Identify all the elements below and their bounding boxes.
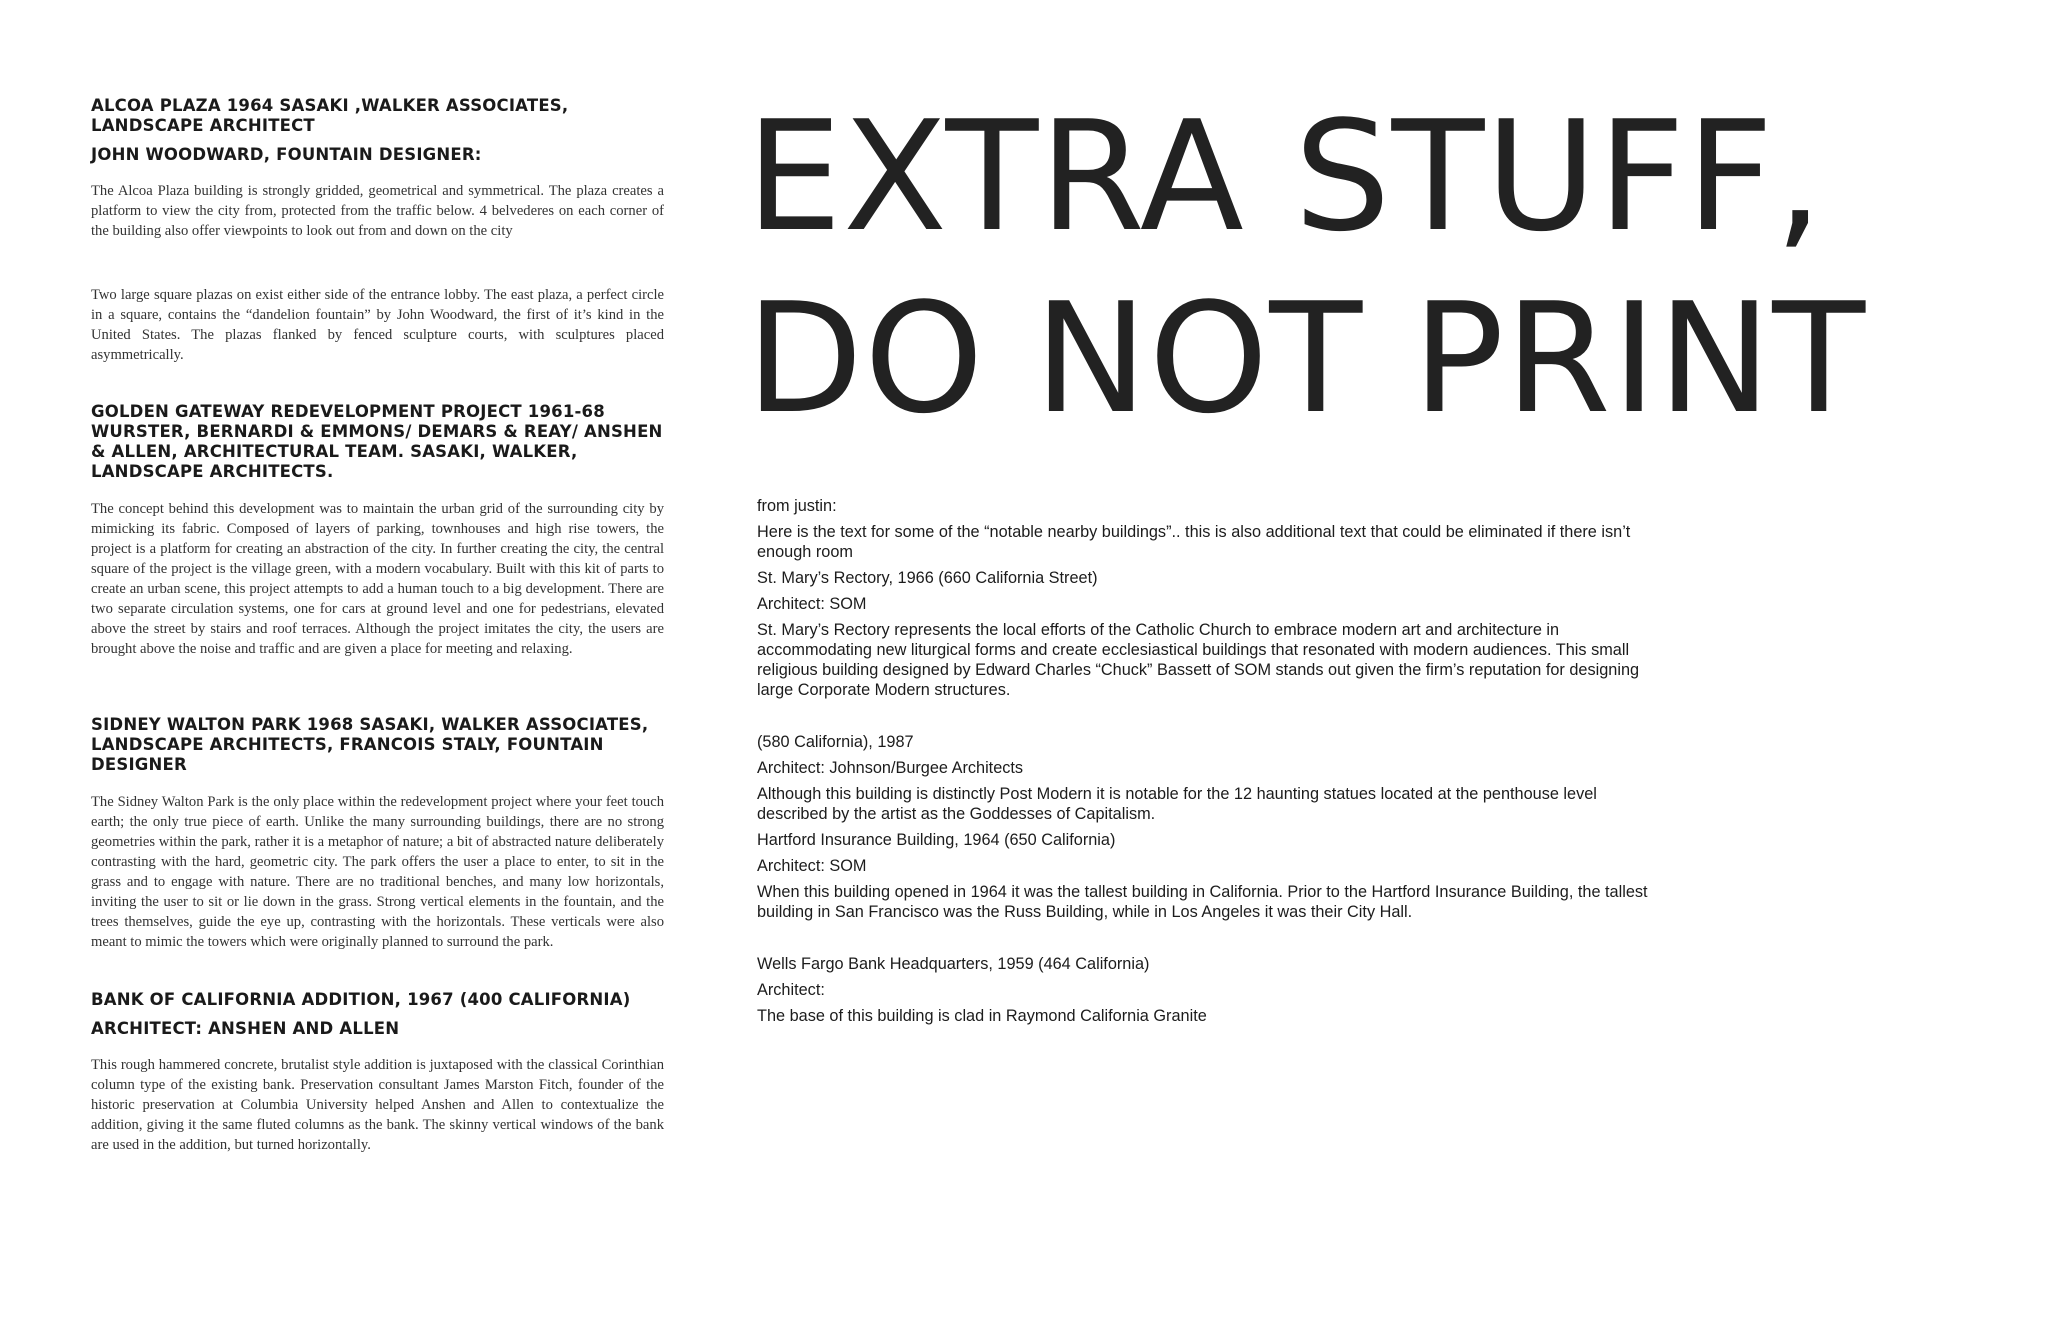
wells-fargo-title: Wells Fargo Bank Headquarters, 1959 (464 California) [757,955,1150,973]
bank-of-california-subheading: ARCHITECT: ANSHEN AND ALLEN [91,1019,400,1038]
golden-gateway-heading: GOLDEN GATEWAY REDEVELOPMENT PROJECT 1961-68 WURSTER, BERNARDI & EMMONS/ DEMARS & REAY/ ANSHEN & ALLEN, ARCHITECTURAL TEAM. SASAKI, WALKER, LANDSCAPE ARCHITECTS. [91,402,663,481]
alcoa-plaza-subheading: JOHN WOODWARD, FOUNTAIN DESIGNER: [91,145,482,164]
st-marys-architect: Architect: SOM [757,595,867,613]
ca580-architect: Architect: Johnson/Burgee Architects [757,759,1024,777]
bank-of-california-heading: BANK OF CALIFORNIA ADDITION, 1967 (400 CALIFORNIA) [91,990,631,1009]
wells-fargo-description: The base of this building is clad in Raymond California Granite [757,1007,1207,1025]
alcoa-plaza-paragraph-2: Two large square plazas on exist either side of the entrance lobby. The east plaza, a perfect circle in a square, contains the “dandelion fountain” by John Woodward, the first of it’s kind in the United States. The plazas flanked by fenced sculpture courts, with sculptures placed asymmetrically. [91,287,664,363]
sidney-walton-section [91,715,664,952]
hartford-description: When this building opened in 1964 it was the tallest building in California. Prior to the Hartford Insurance Building, the tallest building in San Francisco was the Russ Building, while in Los Angeles it was their City Hall. [757,883,1648,921]
alcoa-plaza-paragraph-1: The Alcoa Plaza building is strongly gridded, geometrical and symmetrical. The plaza creates a platform to view the city from, protected from the traffic below. 4 belvederes on each corner of the building also offer viewpoints to look out from and down on the city [91,183,664,239]
st-marys-description: St. Mary’s Rectory represents the local efforts of the Catholic Church to embrace modern art and architecture in accommodating new liturgical forms and create ecclesiastical buildings that resonated with modern audiences. This small religious building designed by Edward Charles “Chuck” Bassett of SOM stands out given the firm’s reputation for designing large Corporate Modern structures. [757,621,1640,699]
golden-gateway-paragraph: The concept behind this development was to maintain the urban grid of the surrounding city by mimicking its fabric. Composed of layers of parking, townhouses and high rise towers, the project is a platform for creating an abstraction of the city. In further creating the city, the central square of the project is the village green, with a modern vocabulary. Built with this kit of parts to create an urban scene, this project attempts to add a human touch to a big development. There are two separate circulation systems, one for cars at ground level and one for pedestrians, elevated above the street by stairs and roof terraces. Although the project imitates the city, the users are brought above the noise and traffic and are given a place for meeting and relaxing. [91,501,664,657]
bank-of-california-paragraph: This rough hammered concrete, brutalist style addition is juxtaposed with the classical Corinthian column type of the existing bank. Preservation consultant James Marston Fitch, founder of the historic preservation at Columbia University helped Anshen and Allen to contextualize the addition, giving it the same fluted columns as the bank. The skinny vertical windows of the bank are used in the addition, but turned horizontally. [91,1057,664,1153]
alcoa-plaza-section [91,96,664,365]
ca580-description: Although this building is distinctly Post Modern it is notable for the 12 haunting statues located at the penthouse level described by the artist as the Goddesses of Capitalism. [757,785,1597,823]
ca580-title: (580 California), 1987 [757,733,914,751]
st-marys-title: St. Mary’s Rectory, 1966 (660 California Street) [757,569,1098,587]
hartford-title: Hartford Insurance Building, 1964 (650 California) [757,831,1116,849]
bank-of-california-section [91,990,664,1155]
notes-from: from justin: [757,497,837,515]
page-title-line-2: DO NOT PRINT [746,270,1867,447]
spacer [757,928,1667,954]
hartford-architect: Architect: SOM [757,857,867,875]
wells-fargo-architect: Architect: [757,981,825,999]
golden-gateway-section [91,402,664,659]
page-title-line-1: EXTRA STUFF, [746,88,1824,265]
sidney-walton-paragraph: The Sidney Walton Park is the only place within the redevelopment project where your feet touch earth; the only true piece of earth. Unlike the many surrounding buildings, there are no strong geometries within the park, rather it is a metaphor of nature; a bit of abstracted nature deliberately contrasting with the hard, geometric city. The park offers the user a place to enter, to sit in the grass and to engage with nature. There are no traditional benches, and many low horizontals, inviting the user to sit or lie down in the grass. Strong vertical elements in the fountain, and the trees themselves, guide the eye up, contrasting with the horizontals. These verticals were also meant to mimic the towers which were originally planned to surround the park. [91,794,664,950]
spacer [757,706,1667,732]
notable-buildings-notes [757,496,1667,1032]
page-title [746,86,2036,450]
notes-intro: Here is the text for some of the “notable nearby buildings”.. this is also additional text that could be eliminated if there isn’t enough room [757,523,1631,561]
sidney-walton-heading: SIDNEY WALTON PARK 1968 SASAKI, WALKER ASSOCIATES, LANDSCAPE ARCHITECTS, FRANCOIS STALY, FOUNTAIN DESIGNER [91,715,649,774]
alcoa-plaza-heading: ALCOA PLAZA 1964 SASAKI ,WALKER ASSOCIATES, LANDSCAPE ARCHITECT [91,96,569,135]
